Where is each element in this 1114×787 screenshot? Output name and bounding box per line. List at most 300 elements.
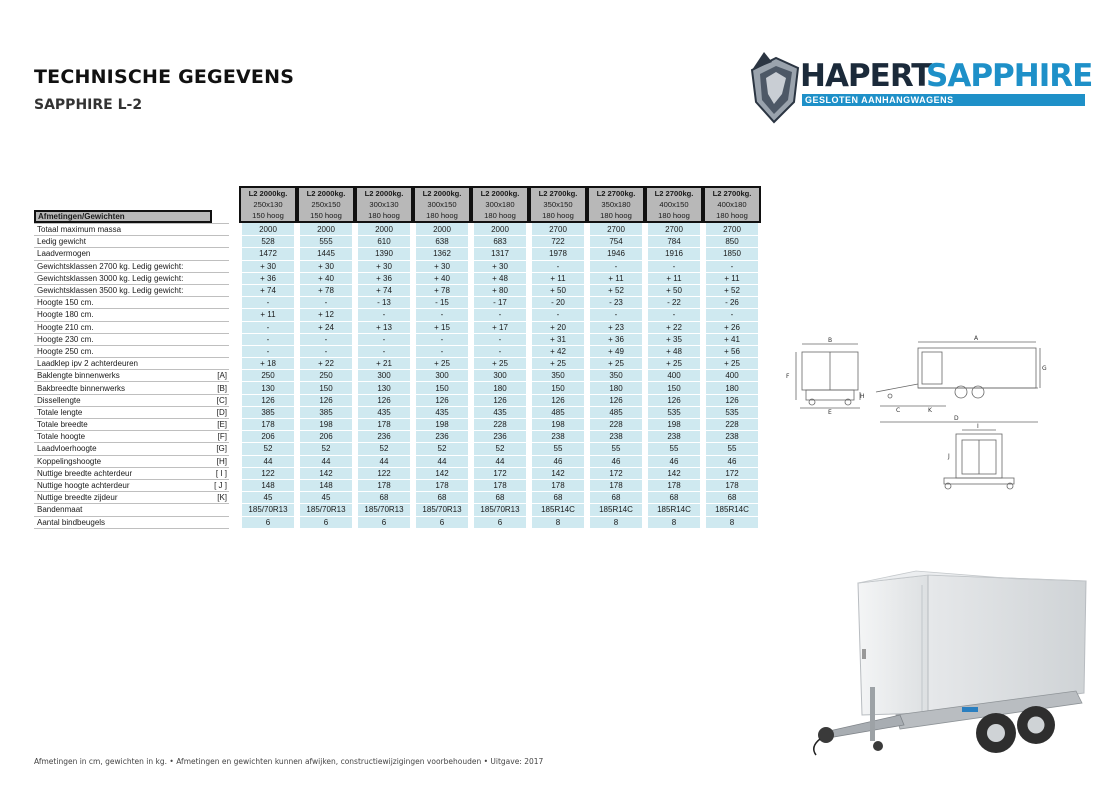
table-cell: - [703, 261, 761, 273]
table-gap [229, 261, 239, 273]
table-cell: 198 [645, 419, 703, 431]
row-label: Totaal maximum massa [34, 223, 209, 236]
table-cell: + 52 [703, 285, 761, 297]
table-cell: + 40 [413, 273, 471, 285]
table-cell: 2700 [645, 223, 703, 236]
table-cell: + 30 [297, 261, 355, 273]
table-cell: + 56 [703, 346, 761, 358]
table-gap [229, 443, 239, 455]
row-label: Hoogte 180 cm. [34, 309, 209, 321]
table-cell: 68 [471, 492, 529, 504]
table-row [34, 309, 761, 321]
table-gap [229, 285, 239, 297]
table-cell: 44 [413, 456, 471, 468]
table-cell: - [413, 346, 471, 358]
table-cell: + 48 [645, 346, 703, 358]
table-gap [229, 223, 239, 236]
column-header-line: L2 2700kg. [596, 189, 636, 198]
table-cell: - [587, 309, 645, 321]
table-cell: 400 [645, 370, 703, 382]
table-cell: 236 [413, 431, 471, 443]
table-gap [229, 456, 239, 468]
row-label: Bakbreedte binnenwerks [34, 382, 209, 394]
table-cell: + 31 [529, 334, 587, 346]
table-cell: 485 [529, 407, 587, 419]
table-cell: - 20 [529, 297, 587, 309]
table-gap [229, 480, 239, 492]
column-header-line: 180 hoog [600, 211, 632, 220]
table-cell: + 25 [645, 358, 703, 370]
table-cell: 610 [355, 236, 413, 248]
trailer-image [796, 565, 1092, 765]
table-cell: 300 [413, 370, 471, 382]
table-gap [229, 186, 239, 223]
table-cell: 238 [587, 431, 645, 443]
table-cell: 535 [703, 407, 761, 419]
row-dimension-code [209, 236, 229, 248]
table-cell: 180 [587, 382, 645, 394]
row-dimension-code [209, 273, 229, 285]
table-cell: 350 [587, 370, 645, 382]
table-cell: - [355, 309, 413, 321]
dimension-drawings [776, 334, 1072, 494]
row-dimension-code [209, 358, 229, 370]
row-dimension-code: [K] [209, 492, 229, 504]
table-cell: 68 [413, 492, 471, 504]
column-header-line: 150 hoog [252, 211, 284, 220]
table-cell: 435 [355, 407, 413, 419]
table-cell: 2000 [239, 223, 297, 236]
table-cell: + 11 [587, 273, 645, 285]
brand-hapert: HAPERT [800, 58, 932, 94]
table-gap [229, 382, 239, 394]
table-cell: 1916 [645, 248, 703, 260]
row-label: Ledig gewicht [34, 236, 209, 248]
table-cell: 385 [297, 407, 355, 419]
table-cell: 122 [239, 468, 297, 480]
table-cell: 52 [239, 443, 297, 455]
table-cell: + 12 [297, 309, 355, 321]
table-cell: 228 [587, 419, 645, 431]
row-dimension-code: [F] [209, 431, 229, 443]
table-cell: + 20 [529, 322, 587, 334]
table-cell: 185/70R13 [239, 504, 297, 516]
table-cell: 52 [413, 443, 471, 455]
table-cell: 150 [529, 382, 587, 394]
dim-label-b: B [828, 337, 833, 344]
table-cell: 850 [703, 236, 761, 248]
table-cell: 45 [239, 492, 297, 504]
table-cell: 55 [587, 443, 645, 455]
row-label: Baklengte binnenwerks [34, 370, 209, 382]
table-cell: 1472 [239, 248, 297, 260]
table-cell: - [297, 346, 355, 358]
table-cell: 68 [529, 492, 587, 504]
table-cell: - [529, 309, 587, 321]
column-header-line: L2 2000kg. [364, 189, 404, 198]
table-cell: + 11 [529, 273, 587, 285]
table-cell: 185R14C [587, 504, 645, 516]
column-header-line: L2 2000kg. [306, 189, 346, 198]
row-label: Hoogte 150 cm. [34, 297, 209, 309]
table-cell: 178 [239, 419, 297, 431]
table-cell: 1978 [529, 248, 587, 260]
table-cell: 185/70R13 [471, 504, 529, 516]
table-cell: 126 [703, 395, 761, 407]
row-label: Gewichtsklassen 3500 kg. Ledig gewicht: [34, 285, 209, 297]
table-row [34, 382, 761, 394]
table-cell: 180 [703, 382, 761, 394]
table-cell: 44 [355, 456, 413, 468]
table-cell: 6 [239, 517, 297, 529]
table-row [34, 517, 761, 529]
table-cell: 55 [703, 443, 761, 455]
dim-label-d: D [954, 415, 959, 422]
table-cell: - [587, 261, 645, 273]
table-cell: - [239, 322, 297, 334]
row-dimension-code: [B] [209, 382, 229, 394]
table-cell: 126 [587, 395, 645, 407]
footer-note: Afmetingen in cm, gewichten in kg. • Afmetingen en gewichten kunnen afwijken, constructiewijzigingen voorbehouden • Uitgave: 2017 [34, 757, 544, 766]
table-gap [229, 431, 239, 443]
row-label: Hoogte 210 cm. [34, 322, 209, 334]
table-cell: + 42 [529, 346, 587, 358]
table-cell: 2000 [471, 223, 529, 236]
table-cell: - 26 [703, 297, 761, 309]
table-cell: + 78 [297, 285, 355, 297]
table-cell: + 25 [471, 358, 529, 370]
table-cell: 1850 [703, 248, 761, 260]
column-header [587, 186, 645, 223]
table-row [34, 346, 761, 358]
table-cell: 68 [703, 492, 761, 504]
table-cell: 126 [355, 395, 413, 407]
table-row [34, 273, 761, 285]
table-cell: + 40 [297, 273, 355, 285]
column-header [703, 186, 761, 223]
table-cell: 148 [297, 480, 355, 492]
table-cell: - [413, 309, 471, 321]
table-header-label: Afmetingen/Gewichten [34, 210, 212, 223]
dim-label-f: F [786, 373, 790, 380]
column-header-line: 300x150 [427, 200, 457, 209]
table-gap [229, 248, 239, 260]
table-cell: 142 [645, 468, 703, 480]
table-cell: + 25 [529, 358, 587, 370]
table-cell: 178 [471, 480, 529, 492]
table-cell: 178 [587, 480, 645, 492]
table-cell: 46 [587, 456, 645, 468]
table-cell: 1317 [471, 248, 529, 260]
table-cell: 1445 [297, 248, 355, 260]
row-label: Laadvloerhoogte [34, 443, 209, 455]
table-cell: 236 [471, 431, 529, 443]
table-cell: 2000 [355, 223, 413, 236]
table-cell: - 23 [587, 297, 645, 309]
table-cell: 185/70R13 [297, 504, 355, 516]
table-cell: 126 [239, 395, 297, 407]
table-cell: 185/70R13 [355, 504, 413, 516]
row-dimension-code [209, 223, 229, 236]
table-cell: 2000 [297, 223, 355, 236]
table-cell: 44 [297, 456, 355, 468]
table-row [34, 443, 761, 455]
page-title: TECHNISCHE GEGEVENS [34, 66, 295, 88]
table-cell: + 22 [297, 358, 355, 370]
table-cell: + 30 [471, 261, 529, 273]
table-gap [229, 419, 239, 431]
table-cell: + 11 [239, 309, 297, 321]
column-header-line: 400x150 [659, 200, 689, 209]
table-gap [229, 370, 239, 382]
table-cell: 300 [471, 370, 529, 382]
shield-emblem-icon [746, 50, 802, 130]
table-cell: 1390 [355, 248, 413, 260]
row-label: Aantal bindbeugels [34, 517, 209, 529]
row-label: Totale lengte [34, 407, 209, 419]
table-cell: 46 [645, 456, 703, 468]
row-label: Gewichtsklassen 3000 kg. Ledig gewicht: [34, 273, 209, 285]
table-cell: - [471, 334, 529, 346]
column-header-line: L2 2700kg. [712, 189, 752, 198]
table-cell: 206 [239, 431, 297, 443]
table-gap [229, 322, 239, 334]
row-dimension-code [209, 322, 229, 334]
table-gap [229, 517, 239, 529]
table-cell: 528 [239, 236, 297, 248]
table-header-label-cell [34, 186, 229, 223]
row-dimension-code: [H] [209, 456, 229, 468]
row-label: Totale hoogte [34, 431, 209, 443]
table-cell: 1946 [587, 248, 645, 260]
table-cell: 350 [529, 370, 587, 382]
table-cell: 535 [645, 407, 703, 419]
table-row [34, 419, 761, 431]
row-label: Gewichtsklassen 2700 kg. Ledig gewicht: [34, 261, 209, 273]
row-label: Nuttige hoogte achterdeur [34, 480, 209, 492]
column-header-line: 150 hoog [310, 211, 342, 220]
table-cell: - [297, 334, 355, 346]
table-cell: 206 [297, 431, 355, 443]
table-cell: 638 [413, 236, 471, 248]
table-cell: 55 [645, 443, 703, 455]
table-cell: 178 [413, 480, 471, 492]
row-dimension-code [209, 346, 229, 358]
table-gap [229, 468, 239, 480]
column-header-line: L2 2000kg. [480, 189, 520, 198]
table-cell: + 17 [471, 322, 529, 334]
row-label: Koppelingshoogte [34, 456, 209, 468]
table-cell: 52 [355, 443, 413, 455]
table-cell: - [529, 261, 587, 273]
table-row [34, 504, 761, 516]
table-cell: 250 [239, 370, 297, 382]
table-cell: + 24 [297, 322, 355, 334]
table-row [34, 480, 761, 492]
column-header [413, 186, 471, 223]
row-label: Laadklep ipv 2 achterdeuren [34, 358, 209, 370]
table-cell: + 18 [239, 358, 297, 370]
table-cell: + 26 [703, 322, 761, 334]
table-cell: 6 [355, 517, 413, 529]
dim-label-c: C [896, 407, 901, 414]
table-cell: + 36 [587, 334, 645, 346]
column-header-line: 250x130 [253, 200, 283, 209]
table-cell: - [355, 346, 413, 358]
table-gap [229, 334, 239, 346]
table-gap [229, 407, 239, 419]
row-dimension-code: [ J ] [209, 480, 229, 492]
column-header-line: 180 hoog [368, 211, 400, 220]
table-cell: 172 [703, 468, 761, 480]
table-cell: 400 [703, 370, 761, 382]
table-cell: 198 [529, 419, 587, 431]
table-cell: + 30 [239, 261, 297, 273]
table-cell: 172 [587, 468, 645, 480]
specifications-table [34, 186, 761, 529]
table-cell: - [239, 334, 297, 346]
table-cell: + 80 [471, 285, 529, 297]
logo-tagline: GESLOTEN AANHANGWAGENS [802, 94, 1085, 106]
column-header-line: 180 hoog [542, 211, 574, 220]
row-dimension-code [209, 309, 229, 321]
table-cell: 238 [645, 431, 703, 443]
table-cell: 485 [587, 407, 645, 419]
table-cell: - [471, 309, 529, 321]
column-header-line: 350x150 [543, 200, 573, 209]
table-cell: + 36 [355, 273, 413, 285]
dim-label-e: E [828, 409, 832, 416]
table-cell: 300 [355, 370, 413, 382]
table-cell: + 30 [413, 261, 471, 273]
row-label: Nuttige breedte achterdeur [34, 468, 209, 480]
column-header [355, 186, 413, 223]
table-cell: 555 [297, 236, 355, 248]
table-cell: 8 [645, 517, 703, 529]
table-cell: 126 [645, 395, 703, 407]
table-gap [229, 504, 239, 516]
row-label: Totale breedte [34, 419, 209, 431]
column-header-line: 400x180 [717, 200, 747, 209]
row-dimension-code: [D] [209, 407, 229, 419]
dim-label-i: I [977, 423, 979, 430]
table-cell: 178 [355, 419, 413, 431]
table-cell: 178 [645, 480, 703, 492]
table-row [34, 297, 761, 309]
dim-label-g: G [1042, 365, 1047, 372]
dim-label-h: H [860, 393, 865, 400]
row-dimension-code: [ I ] [209, 468, 229, 480]
page-subtitle: SAPPHIRE L-2 [34, 97, 143, 113]
table-cell: 2000 [413, 223, 471, 236]
table-cell: 150 [413, 382, 471, 394]
row-dimension-code [209, 248, 229, 260]
table-row [34, 395, 761, 407]
table-cell: 6 [297, 517, 355, 529]
row-dimension-code [209, 517, 229, 529]
table-cell: 178 [355, 480, 413, 492]
table-cell: 45 [297, 492, 355, 504]
table-gap [229, 273, 239, 285]
table-row [34, 370, 761, 382]
table-gap [229, 358, 239, 370]
column-header [529, 186, 587, 223]
table-row [34, 431, 761, 443]
table-cell: + 25 [587, 358, 645, 370]
column-header-line: 180 hoog [716, 211, 748, 220]
table-cell: + 22 [645, 322, 703, 334]
table-gap [229, 236, 239, 248]
table-cell: 150 [297, 382, 355, 394]
table-cell: 238 [529, 431, 587, 443]
table-cell: 185R14C [703, 504, 761, 516]
column-header-line: L2 2700kg. [538, 189, 578, 198]
table-cell: + 78 [413, 285, 471, 297]
table-cell: 185/70R13 [413, 504, 471, 516]
table-cell: + 25 [703, 358, 761, 370]
brand-sapphire: SAPPHIRE [926, 58, 1093, 94]
table-cell: 68 [587, 492, 645, 504]
row-dimension-code: [G] [209, 443, 229, 455]
table-cell: 150 [645, 382, 703, 394]
table-cell: 683 [471, 236, 529, 248]
table-cell: + 11 [645, 273, 703, 285]
table-cell: 8 [703, 517, 761, 529]
table-gap [229, 297, 239, 309]
row-label: Hoogte 250 cm. [34, 346, 209, 358]
table-cell: - [471, 346, 529, 358]
table-row [34, 492, 761, 504]
table-cell: 385 [239, 407, 297, 419]
table-cell: 8 [529, 517, 587, 529]
table-cell: - 15 [413, 297, 471, 309]
row-label: Hoogte 230 cm. [34, 334, 209, 346]
column-header [239, 186, 297, 223]
column-header-line: L2 2000kg. [248, 189, 288, 198]
table-cell: - [239, 297, 297, 309]
table-cell: + 52 [587, 285, 645, 297]
table-row [34, 334, 761, 346]
table-cell: 142 [297, 468, 355, 480]
table-cell: 126 [471, 395, 529, 407]
table-cell: 142 [413, 468, 471, 480]
column-header [645, 186, 703, 223]
table-cell: - 13 [355, 297, 413, 309]
table-cell: 130 [239, 382, 297, 394]
column-header-line: L2 2000kg. [422, 189, 462, 198]
table-cell: 44 [239, 456, 297, 468]
table-cell: + 74 [355, 285, 413, 297]
row-label: Laadvermogen [34, 248, 209, 260]
table-cell: 185R14C [645, 504, 703, 516]
table-cell: + 25 [413, 358, 471, 370]
row-dimension-code [209, 504, 229, 516]
table-row [34, 468, 761, 480]
table-cell: - [297, 297, 355, 309]
dim-label-j: J [948, 453, 950, 460]
table-cell: 68 [355, 492, 413, 504]
row-dimension-code: [A] [209, 370, 229, 382]
table-cell: 2700 [529, 223, 587, 236]
table-cell: - 22 [645, 297, 703, 309]
row-label: Nuttige breedte zijdeur [34, 492, 209, 504]
dim-label-a: A [974, 335, 979, 342]
table-cell: 250 [297, 370, 355, 382]
row-dimension-code: [E] [209, 419, 229, 431]
table-cell: 228 [703, 419, 761, 431]
table-cell: + 50 [529, 285, 587, 297]
table-cell: 198 [413, 419, 471, 431]
